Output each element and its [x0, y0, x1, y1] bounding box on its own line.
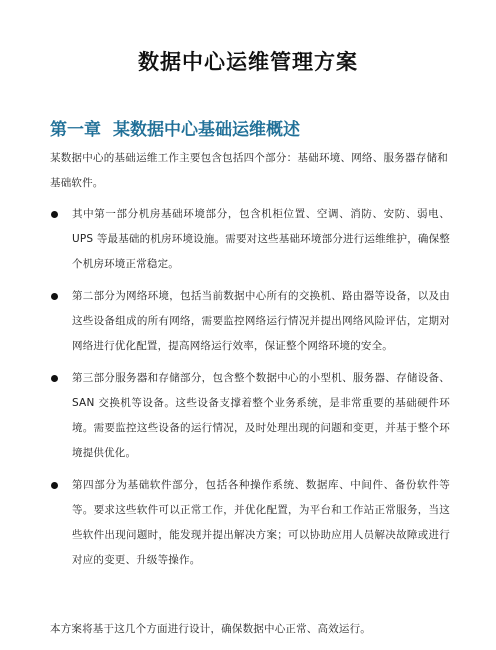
- bullet-text: 第二部分为网络环境，包括当前数据中心所有的交换机、路由器等设备，以及由这些设备组成的所有网络，需要监控网络运行情况并提出网络风险评估，定期对网络进行优化配置，提高网络运行效率，保证整个网络环境的安全。: [72, 290, 450, 352]
- bullet-text: 其中第一部分机房基础环境部分，包含机柜位置、空调、消防、安防、弱电、UPS 等最基础的机房环境设施。需要对这些基础环境部分进行运维维护，确保整个机房环境正常稳定。: [72, 208, 450, 270]
- bullet-item: [50, 284, 450, 359]
- chapter-number: 第一章: [50, 120, 101, 140]
- bullet-list: [50, 202, 450, 580]
- bullet-text: 第四部分为基础软件部分，包括各种操作系统、数据库、中间件、备份软件等等。要求这些软件可以正常工作，并优化配置，为平台和工作站正常服务，当这些软件出现问题时，能发现并提出解决方案；可以协助应用人员解决故障或进行对应的变更、升级等操作。: [72, 479, 450, 566]
- document-title: 数据中心运维管理方案: [138, 50, 358, 74]
- bullet-dot-icon: [51, 211, 58, 218]
- chapter-title: 某数据中心基础运维概述: [113, 120, 300, 140]
- intro-paragraph: 某数据中心的基础运维工作主要包含包括四个部分：基础环境、网络、服务器存储和基础软件。: [50, 152, 448, 189]
- bullet-item: [50, 473, 450, 573]
- bullet-item: [50, 202, 450, 277]
- bullet-dot-icon: [51, 375, 58, 382]
- bullet-dot-icon: [51, 293, 58, 300]
- bullet-item: [50, 366, 450, 466]
- chapter-heading: [50, 117, 300, 143]
- bullet-text: 第三部分服务器和存储部分，包含整个数据中心的小型机、服务器、存储设备、SAN 交换机等设备。这些设备支撑着整个业务系统，是非常重要的基础硬件环境。需要监控这些设备的运行情况，及时处理出现的问题和变更，并基于整个环境提供优化。: [72, 372, 450, 459]
- closing-paragraph: 本方案将基于这几个方面进行设计，确保数据中心正常、高效运行。: [50, 623, 371, 635]
- bullet-dot-icon: [51, 482, 58, 489]
